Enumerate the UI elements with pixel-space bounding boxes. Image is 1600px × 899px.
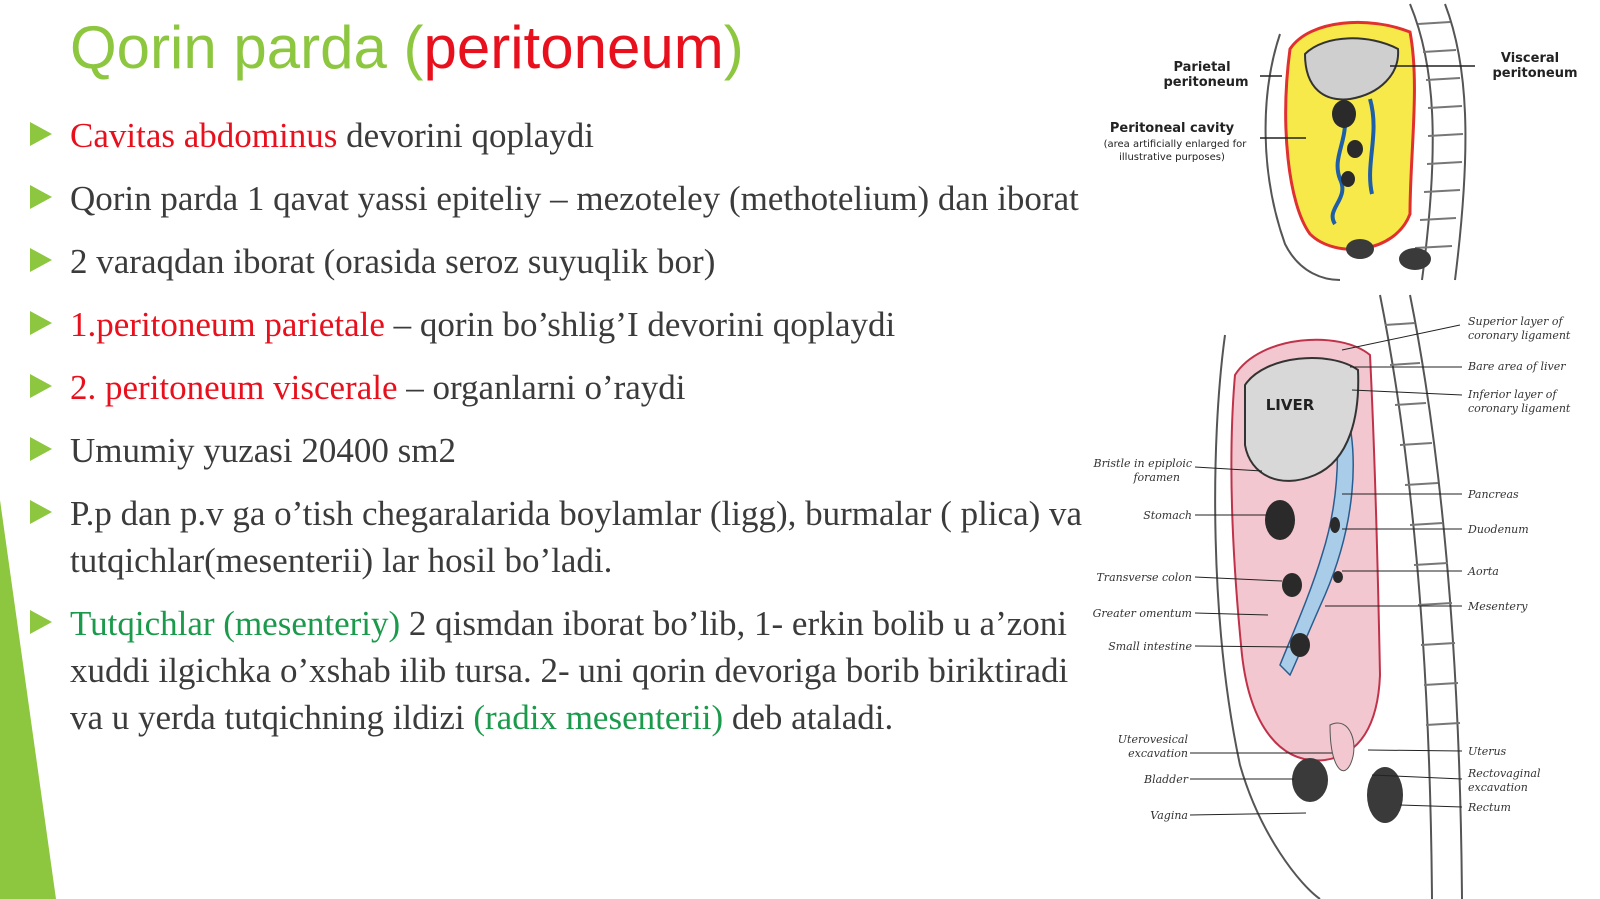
label-visceral-1: Visceral [1500,51,1560,66]
bullet-text: Umumiy yuzasi 20400 sm2 [70,431,456,470]
label-rectovaginal-2: excavation [1468,781,1528,794]
bullet-arrow-icon [30,610,52,634]
peritoneum-diagram-small [1103,4,1600,280]
bullet-text: Cavitas abdominus [70,116,338,155]
bullet-text: 2 qismdan iborat bo’lib, 1- erkin bolib u a’zoni xuddi ilgichka o’xshab ilib tursa. 2- uni qorin devoriga borib biriktiradi va u yerda tutqichning ildizi [70,604,1069,737]
label-bare-area: Bare area of liver [1468,360,1566,373]
bullet-text: (radix mesenterii) [473,698,724,737]
label-superior-2: coronary ligament [1468,329,1571,342]
bullet-item [26,427,1106,474]
slide-title [70,8,744,88]
bullet-text: – organlarni o’raydi [397,368,686,407]
bullet-arrow-icon [30,437,52,461]
label-liver: LIVER [1265,396,1315,414]
label-peritoneal-cavity: Peritoneal cavity [1109,121,1235,136]
label-cavity-note-2: illustrative purposes) [1119,152,1225,163]
title-highlight: peritoneum [423,14,724,81]
label-rectum: Rectum [1468,801,1511,814]
bullet-arrow-icon [30,185,52,209]
bullet-text: devorini qoplaydi [337,116,594,155]
label-aorta: Aorta [1468,565,1499,578]
label-bristle-1: Bristle in epiploic [1093,457,1192,470]
title-close: ) [723,14,744,81]
bullet-arrow-icon [30,500,52,524]
peritoneum-diagram-large [1092,295,1600,899]
bullet-text: – qorin bo’shlig’I devorini qoplaydi [384,305,896,344]
label-parietal-2: peritoneum [1163,75,1249,90]
label-bladder: Bladder [1143,773,1188,786]
label-duodenum: Duodenum [1468,523,1529,536]
title-main: Qorin parda ( [70,14,424,81]
label-superior-1: Superior layer of [1468,315,1563,328]
label-uterovesical-1: Uterovesical [1117,733,1188,746]
bullet-item [26,600,1106,741]
bullet-text: 2. peritoneum viscerale [70,368,398,407]
bullet-text: 1.peritoneum parietale [70,305,385,344]
bullet-item [26,364,1106,411]
bullet-list [26,112,1106,757]
bullet-arrow-icon [30,122,52,146]
label-inferior-1: Inferior layer of [1468,388,1557,401]
bullet-item [26,175,1106,222]
bullet-arrow-icon [30,311,52,335]
label-bristle-2: foramen [1133,471,1180,484]
label-rectovaginal-1: Rectovaginal [1468,767,1541,780]
bullet-text: deb ataladi. [723,698,894,737]
label-small-intestine: Small intestine [1108,640,1192,653]
label-greater-omentum: Greater omentum [1092,607,1192,620]
label-visceral-2: peritoneum [1492,66,1578,81]
label-transverse-colon: Transverse colon [1096,571,1192,584]
label-stomach: Stomach [1143,509,1192,522]
label-uterovesical-2: excavation [1128,747,1188,760]
bullet-text: P.p dan p.v ga o’tish chegaralarida boylamlar (ligg), burmalar ( plica) va tutqichlar(mesenterii) lar hosil bo’ladi. [70,494,1083,580]
label-parietal-1: Parietal [1173,60,1231,75]
label-cavity-note-1: (area artificially enlarged for [1103,139,1247,150]
label-mesentery: Mesentery [1468,600,1528,613]
bullet-arrow-icon [30,374,52,398]
bullet-text: Tutqichlar (mesenteriy) [70,604,401,643]
spine-drawing [1410,4,1465,280]
label-vagina: Vagina [1150,809,1188,822]
pelvic-organs [1346,239,1431,270]
bullet-item [26,490,1106,584]
bullet-arrow-icon [30,248,52,272]
label-inferior-2: coronary ligament [1468,402,1571,415]
bullet-text: 2 varaqdan iborat (orasida seroz suyuqlik bor) [70,242,716,281]
bullet-item [26,301,1106,348]
bullet-item [26,112,1106,159]
bullet-item [26,238,1106,285]
bullet-text: Qorin parda 1 qavat yassi epiteliy – mezoteley (methotelium) dan iborat [70,179,1079,218]
label-uterus: Uterus [1468,745,1507,758]
label-pancreas: Pancreas [1468,488,1519,501]
